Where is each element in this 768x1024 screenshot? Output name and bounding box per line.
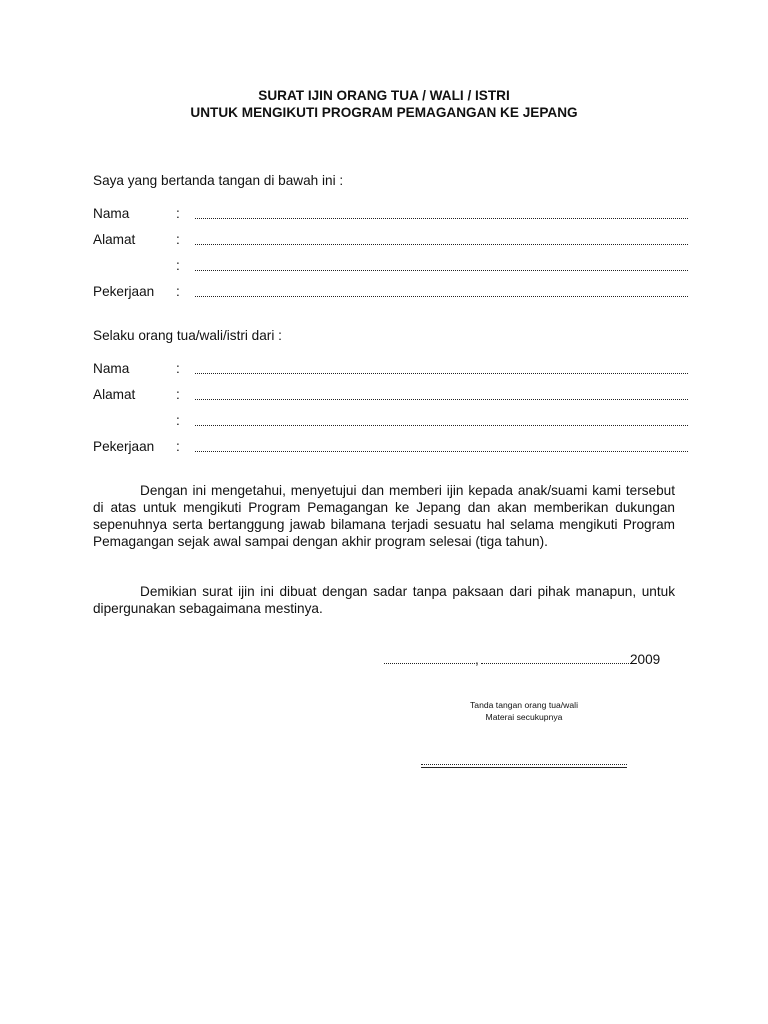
signature-line bbox=[421, 761, 627, 768]
field-label: Pekerjaan bbox=[93, 284, 155, 299]
fill-in-dotted-line bbox=[195, 399, 688, 400]
field-label: Alamat bbox=[93, 232, 136, 247]
date-year: 2009 bbox=[630, 652, 661, 667]
relation-intro-text: Selaku orang tua/wali/istri dari : bbox=[93, 328, 282, 343]
fill-in-dotted-line bbox=[195, 373, 688, 374]
subject-occupation-field bbox=[93, 438, 693, 456]
place-date-line bbox=[384, 651, 664, 669]
signer-address-field bbox=[93, 231, 693, 249]
consent-paragraph: Dengan ini mengetahui, menyetujui dan memberi ijin kepada anak/suami kami tersebut di atas untuk mengikuti Program Pemagangan ke Jepang dan akan memberikan dukungan sepenuhnya serta bertanggung jawab bilamana terjadi sesuatu hal selama mengikuti Program Pemagangan sejak awal sampai dengan akhir program selesai (tiga tahun). bbox=[93, 483, 675, 549]
field-colon: : bbox=[176, 413, 180, 428]
subject-address-continued-field bbox=[93, 412, 693, 430]
field-label: Nama bbox=[93, 361, 130, 376]
signature-underline bbox=[421, 765, 627, 768]
signer-occupation-field bbox=[93, 283, 693, 301]
field-colon: : bbox=[176, 387, 180, 402]
field-colon: : bbox=[176, 361, 180, 376]
field-colon: : bbox=[176, 284, 180, 299]
fill-in-dotted-line bbox=[195, 270, 688, 271]
letter-title-line-2: UNTUK MENGIKUTI PROGRAM PEMAGANGAN KE JEPANG bbox=[190, 105, 578, 120]
closing-paragraph: Demikian surat ijin ini dibuat dengan sadar tanpa paksaan dari pihak manapun, untuk dipergunakan sebagaimana mestinya. bbox=[93, 584, 675, 616]
signer-address-continued-field bbox=[93, 257, 693, 275]
letter-title-line-1: SURAT IJIN ORANG TUA / WALI / ISTRI bbox=[258, 88, 510, 103]
field-colon: : bbox=[176, 232, 180, 247]
place-date-separator: , bbox=[475, 652, 479, 667]
field-colon: : bbox=[176, 439, 180, 454]
fill-in-dotted-line bbox=[195, 296, 688, 297]
stamp-duty-caption: Materai secukupnya bbox=[485, 712, 563, 722]
field-colon: : bbox=[176, 206, 180, 221]
field-label: Alamat bbox=[93, 387, 136, 402]
field-colon: : bbox=[176, 258, 180, 273]
signer-name-field bbox=[93, 205, 693, 223]
field-label: Pekerjaan bbox=[93, 439, 155, 454]
place-dotted-line bbox=[384, 663, 475, 664]
subject-address-field bbox=[93, 386, 693, 404]
subject-name-field bbox=[93, 360, 693, 378]
fill-in-dotted-line bbox=[195, 451, 688, 452]
date-dotted-line bbox=[481, 663, 631, 664]
signer-intro-text: Saya yang bertanda tangan di bawah ini : bbox=[93, 173, 344, 188]
signature-caption: Tanda tangan orang tua/wali bbox=[470, 700, 578, 710]
field-label: Nama bbox=[93, 206, 130, 221]
fill-in-dotted-line bbox=[195, 425, 688, 426]
fill-in-dotted-line bbox=[195, 244, 688, 245]
fill-in-dotted-line bbox=[195, 218, 688, 219]
